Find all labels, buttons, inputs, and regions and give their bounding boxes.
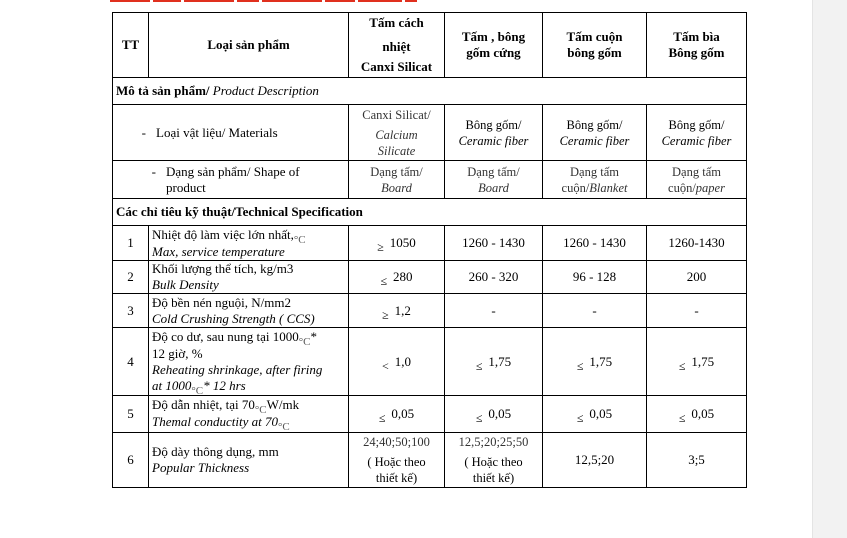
header-product-type: Loại sản phẩm [149,13,349,78]
cell-text: thiết kế) [375,471,418,485]
cell-text: Canxi Silicat [360,59,433,74]
spec-row-5 [113,396,747,433]
cell-text: Silicate [377,143,416,158]
cell-text: Bông gốm/ [465,117,522,132]
cell-text: 1050 [389,235,416,250]
section-product-description [113,78,747,105]
materials-col3 [543,105,647,161]
cell-text: Dạng tấm/ [370,164,423,179]
header-col-blanket [543,13,647,78]
cell-text: Dạng sản phẩm/ Shape of [166,163,300,179]
cell-text: ≤ [678,411,686,425]
cell-text: ≤ [678,358,686,373]
header-col-paper [647,13,747,78]
cell-text: Ceramic fiber [661,133,732,148]
cell-text: paper [695,180,725,195]
row4-label [149,328,349,396]
cell-text: Popular Thickness [152,460,250,475]
cell-text: 12,5;20;25;50 [458,435,529,449]
cell-text: 1,2 [394,302,411,318]
row3-col3: - [543,294,647,328]
cell-text: - [141,124,146,140]
cell-text: ≤ [380,274,388,288]
cell-text: ≤ [475,411,483,425]
cell-text: Dạng tấm/ [467,164,520,179]
cell-text: Dạng tấm [672,164,721,179]
shape-col2 [445,161,543,199]
cell-text: ≤ [576,358,584,373]
cell-text: Cold Crushing Strength ( CCS) [152,310,315,326]
cell-text: Board [478,180,509,195]
row-shape [113,161,747,199]
row5-col3 [543,396,647,433]
cell-text: Calcium [375,127,418,142]
row6-col3: 12,5;20 [543,433,647,488]
cell-text: * [310,328,318,344]
row5-label [149,396,349,433]
spec-row-6 [113,433,747,488]
header-col-rigid-board [445,13,543,78]
cell-text: Board [381,180,412,195]
row6-no: 6 [113,433,149,488]
row3-col1 [349,294,445,328]
cell-text: 1,75 [488,353,512,369]
cell-text: Bulk Density [152,277,219,292]
cell-text: Themal conductity at 70 [152,414,279,429]
row3-label [149,294,349,328]
cell-text: - [151,163,156,179]
cell-text: ≤ [475,358,483,373]
row-materials [113,105,747,161]
cell-text: Product Description [209,83,319,98]
cell-text: Tấm bìa [673,29,720,44]
row1-col3: 1260 - 1430 [543,226,647,261]
cell-text: Bông gốm/ [566,117,623,132]
cell-text: 0,05 [589,406,613,421]
row3-no: 3 [113,294,149,328]
cell-text: Độ bền nén nguội, N/mm2 [152,294,292,310]
spec-row-1 [113,226,747,261]
section-title-technical: Các chỉ tiêu kỹ thuật/Technical Specification [113,199,747,226]
cell-text: Tấm , bông [461,29,526,44]
cell-text: Bông gốm/ [668,117,725,132]
cell-text: thiết kế) [472,471,515,485]
row5-no: 5 [113,396,149,433]
cell-text: 280 [393,269,413,284]
cell-text: 0,05 [691,406,715,421]
cell-text: °C [298,335,311,348]
cell-text: Ceramic fiber [458,133,529,148]
cell-text: °C [293,233,306,246]
cell-text: ≥ [377,240,384,254]
row2-col2: 260 - 320 [445,261,543,294]
shape-col1 [349,161,445,199]
cell-text: Tấm cách [369,15,424,30]
row1-col2: 1260 - 1430 [445,226,543,261]
cell-text: Khối lượng thể tích, kg/m3 [152,261,294,276]
cell-text: bông gốm [567,45,622,60]
row6-col4: 3;5 [647,433,747,488]
row3-col4: - [647,294,747,328]
cell-text: Dạng tấm [570,164,619,179]
spec-row-3 [113,294,747,328]
row1-col1 [349,226,445,261]
header-tt: TT [113,13,149,78]
row2-col4: 200 [647,261,747,294]
row4-col3 [543,328,647,396]
row2-col3: 96 - 128 [543,261,647,294]
cell-text: Độ dày thông dụng, mm [152,444,279,459]
cell-text: 0,05 [488,406,512,421]
cell-text: Ceramic fiber [559,133,630,148]
row5-col2 [445,396,543,433]
row6-col2 [445,433,543,488]
cell-text: Blanket [589,180,628,195]
cell-text: cuộn/ [668,180,696,195]
cell-text: ≤ [576,411,584,425]
cell-text: °C [191,384,204,397]
cell-text: Tấm cuộn [566,29,623,44]
materials-col4 [647,105,747,161]
cell-text: Độ co dư, sau nung tại 1000 [152,328,299,344]
materials-col1 [349,105,445,161]
cell-text: * 12 hrs [203,377,246,393]
cell-text: gốm cứng [466,45,521,60]
cell-text: °C [254,404,267,416]
spec-row-2 [113,261,747,294]
row1-col4: 1260-1430 [647,226,747,261]
cell-text: nhiệt [382,39,411,54]
cell-text: Mô tả sản phẩm/ [116,83,210,98]
cell-text: ≥ [382,307,389,322]
row6-label [149,433,349,488]
section-technical-spec [113,199,747,226]
cell-text: ( Hoặc theo [367,455,426,469]
row6-col1 [349,433,445,488]
cell-text: Nhiệt độ làm việc lớn nhất, [152,226,294,242]
materials-col2 [445,105,543,161]
spec-table [112,12,747,488]
cell-text: 12 giờ, % [152,345,203,361]
cell-text: at 1000 [152,377,192,393]
materials-label [113,105,349,161]
row5-col1 [349,396,445,433]
row3-col2: - [445,294,543,328]
top-cut-off-text [110,0,530,3]
vertical-scrollbar[interactable] [812,0,847,538]
cell-text: Bông gốm [668,45,725,60]
cell-text: Canxi Silicat/ [362,107,431,122]
spec-row-4 [113,328,747,396]
cell-text: 0,05 [391,406,415,421]
row2-label [149,261,349,294]
row1-no: 1 [113,226,149,261]
shape-label [113,161,349,199]
cell-text: Reheating shrinkage, after firing [152,361,323,377]
cell-text: 1,0 [394,353,412,369]
cell-text: cuộn/ [561,180,590,195]
shape-col3 [543,161,647,199]
cell-text: ≤ [378,411,386,425]
cell-text: °C [278,421,290,433]
row4-col1 [349,328,445,396]
cell-text: < [381,358,389,373]
cell-text: 1,75 [589,353,613,369]
cell-text: 24;40;50;100 [363,435,430,449]
row4-no: 4 [113,328,149,396]
cell-text: 1,75 [691,353,715,369]
shape-col4 [647,161,747,199]
cell-text: product [166,179,206,195]
row4-col2 [445,328,543,396]
section-title-description [113,78,747,105]
cell-text: ( Hoặc theo [464,455,523,469]
header-row [113,13,747,78]
cell-text: Độ dẫn nhiệt, tại 70 [152,397,255,412]
row5-col4 [647,396,747,433]
cell-text: W/mk [266,397,300,412]
cell-text: Max, service temperature [152,243,285,259]
row2-col1 [349,261,445,294]
row1-label [149,226,349,261]
header-col-calcium-silicate [349,13,445,78]
row2-no: 2 [113,261,149,294]
row4-col4 [647,328,747,396]
cell-text: Loại vật liệu/ Materials [156,124,278,140]
